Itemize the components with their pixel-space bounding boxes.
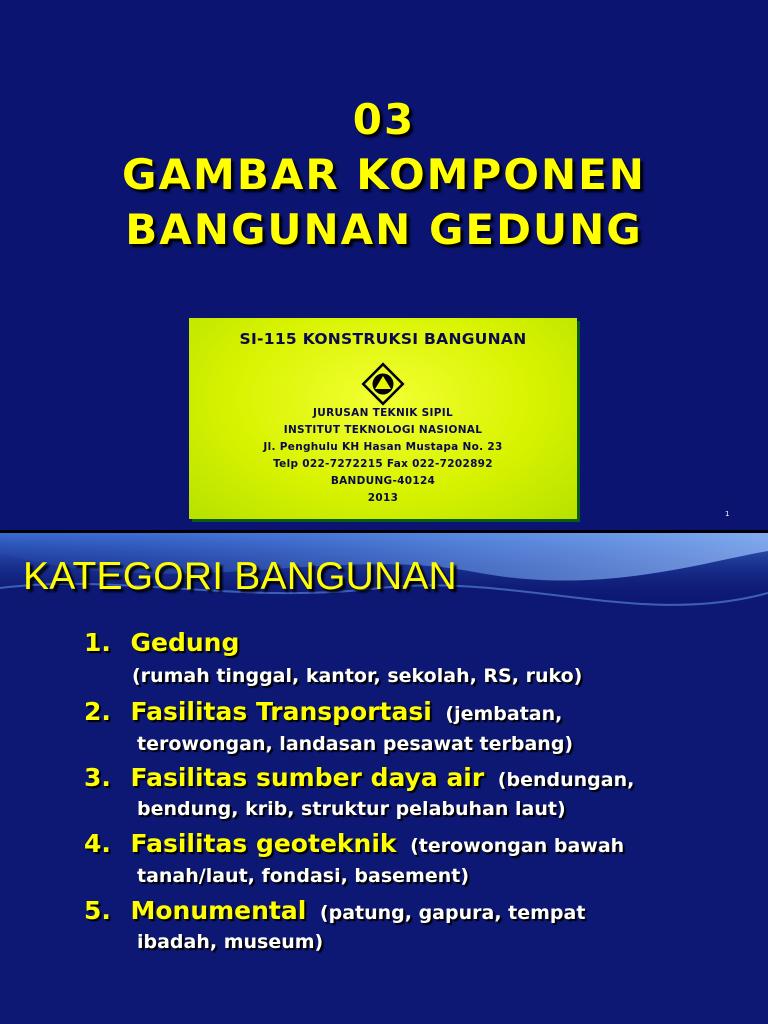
itenas-logo-icon bbox=[361, 362, 405, 406]
item-sub: ibadah, museum) bbox=[137, 931, 324, 953]
institution-info bbox=[189, 405, 577, 507]
category-slide bbox=[0, 533, 768, 1024]
item-sub: (rumah tinggal, kantor, sekolah, RS, ruko) bbox=[132, 665, 583, 687]
year-line: 2013 bbox=[367, 492, 399, 504]
course-title: SI-115 KONSTRUKSI BANGUNAN bbox=[239, 330, 527, 348]
section-heading: KATEGORI BANGUNAN bbox=[23, 555, 457, 598]
list-item bbox=[84, 829, 624, 858]
department-line: JURUSAN TEKNIK SIPIL bbox=[313, 407, 453, 419]
item-number: 3. bbox=[84, 763, 111, 792]
item-number: 1. bbox=[84, 628, 111, 657]
list-item bbox=[84, 896, 585, 925]
page-number: 1 bbox=[725, 510, 730, 518]
item-number: 4. bbox=[84, 829, 111, 858]
item-name: Gedung bbox=[130, 628, 240, 657]
item-name: Monumental bbox=[130, 896, 307, 925]
item-number: 5. bbox=[84, 896, 111, 925]
title-line-1: GAMBAR KOMPONEN bbox=[122, 150, 646, 199]
item-sub: tanah/laut, fondasi, basement) bbox=[137, 865, 470, 887]
city-line: BANDUNG-40124 bbox=[330, 475, 436, 487]
slide-title bbox=[0, 92, 768, 257]
list-item bbox=[84, 763, 634, 792]
item-sub: bendung, krib, struktur pelabuhan laut) bbox=[137, 798, 566, 820]
item-name: Fasilitas sumber daya air bbox=[130, 763, 485, 792]
item-name: Fasilitas Transportasi bbox=[130, 697, 432, 726]
list-item bbox=[84, 697, 562, 726]
title-line-2: BANGUNAN GEDUNG bbox=[125, 205, 643, 254]
phone-line: Telp 022-7272215 Fax 022-7202892 bbox=[273, 458, 493, 470]
title-line-number: 03 bbox=[352, 95, 416, 144]
item-desc: (patung, gapura, tempat bbox=[319, 902, 586, 924]
item-sub: terowongan, landasan pesawat terbang) bbox=[137, 733, 574, 755]
item-name: Fasilitas geoteknik bbox=[130, 829, 397, 858]
institute-line: INSTITUT TEKNOLOGI NASIONAL bbox=[283, 424, 483, 436]
course-info-card bbox=[189, 318, 577, 519]
item-desc: (jembatan, bbox=[445, 703, 563, 725]
list-item bbox=[84, 628, 239, 657]
item-desc: (bendungan, bbox=[497, 769, 635, 791]
item-desc: (terowongan bawah bbox=[410, 835, 625, 857]
address-line: Jl. Penghulu KH Hasan Mustapa No. 23 bbox=[263, 441, 503, 453]
item-number: 2. bbox=[84, 697, 111, 726]
